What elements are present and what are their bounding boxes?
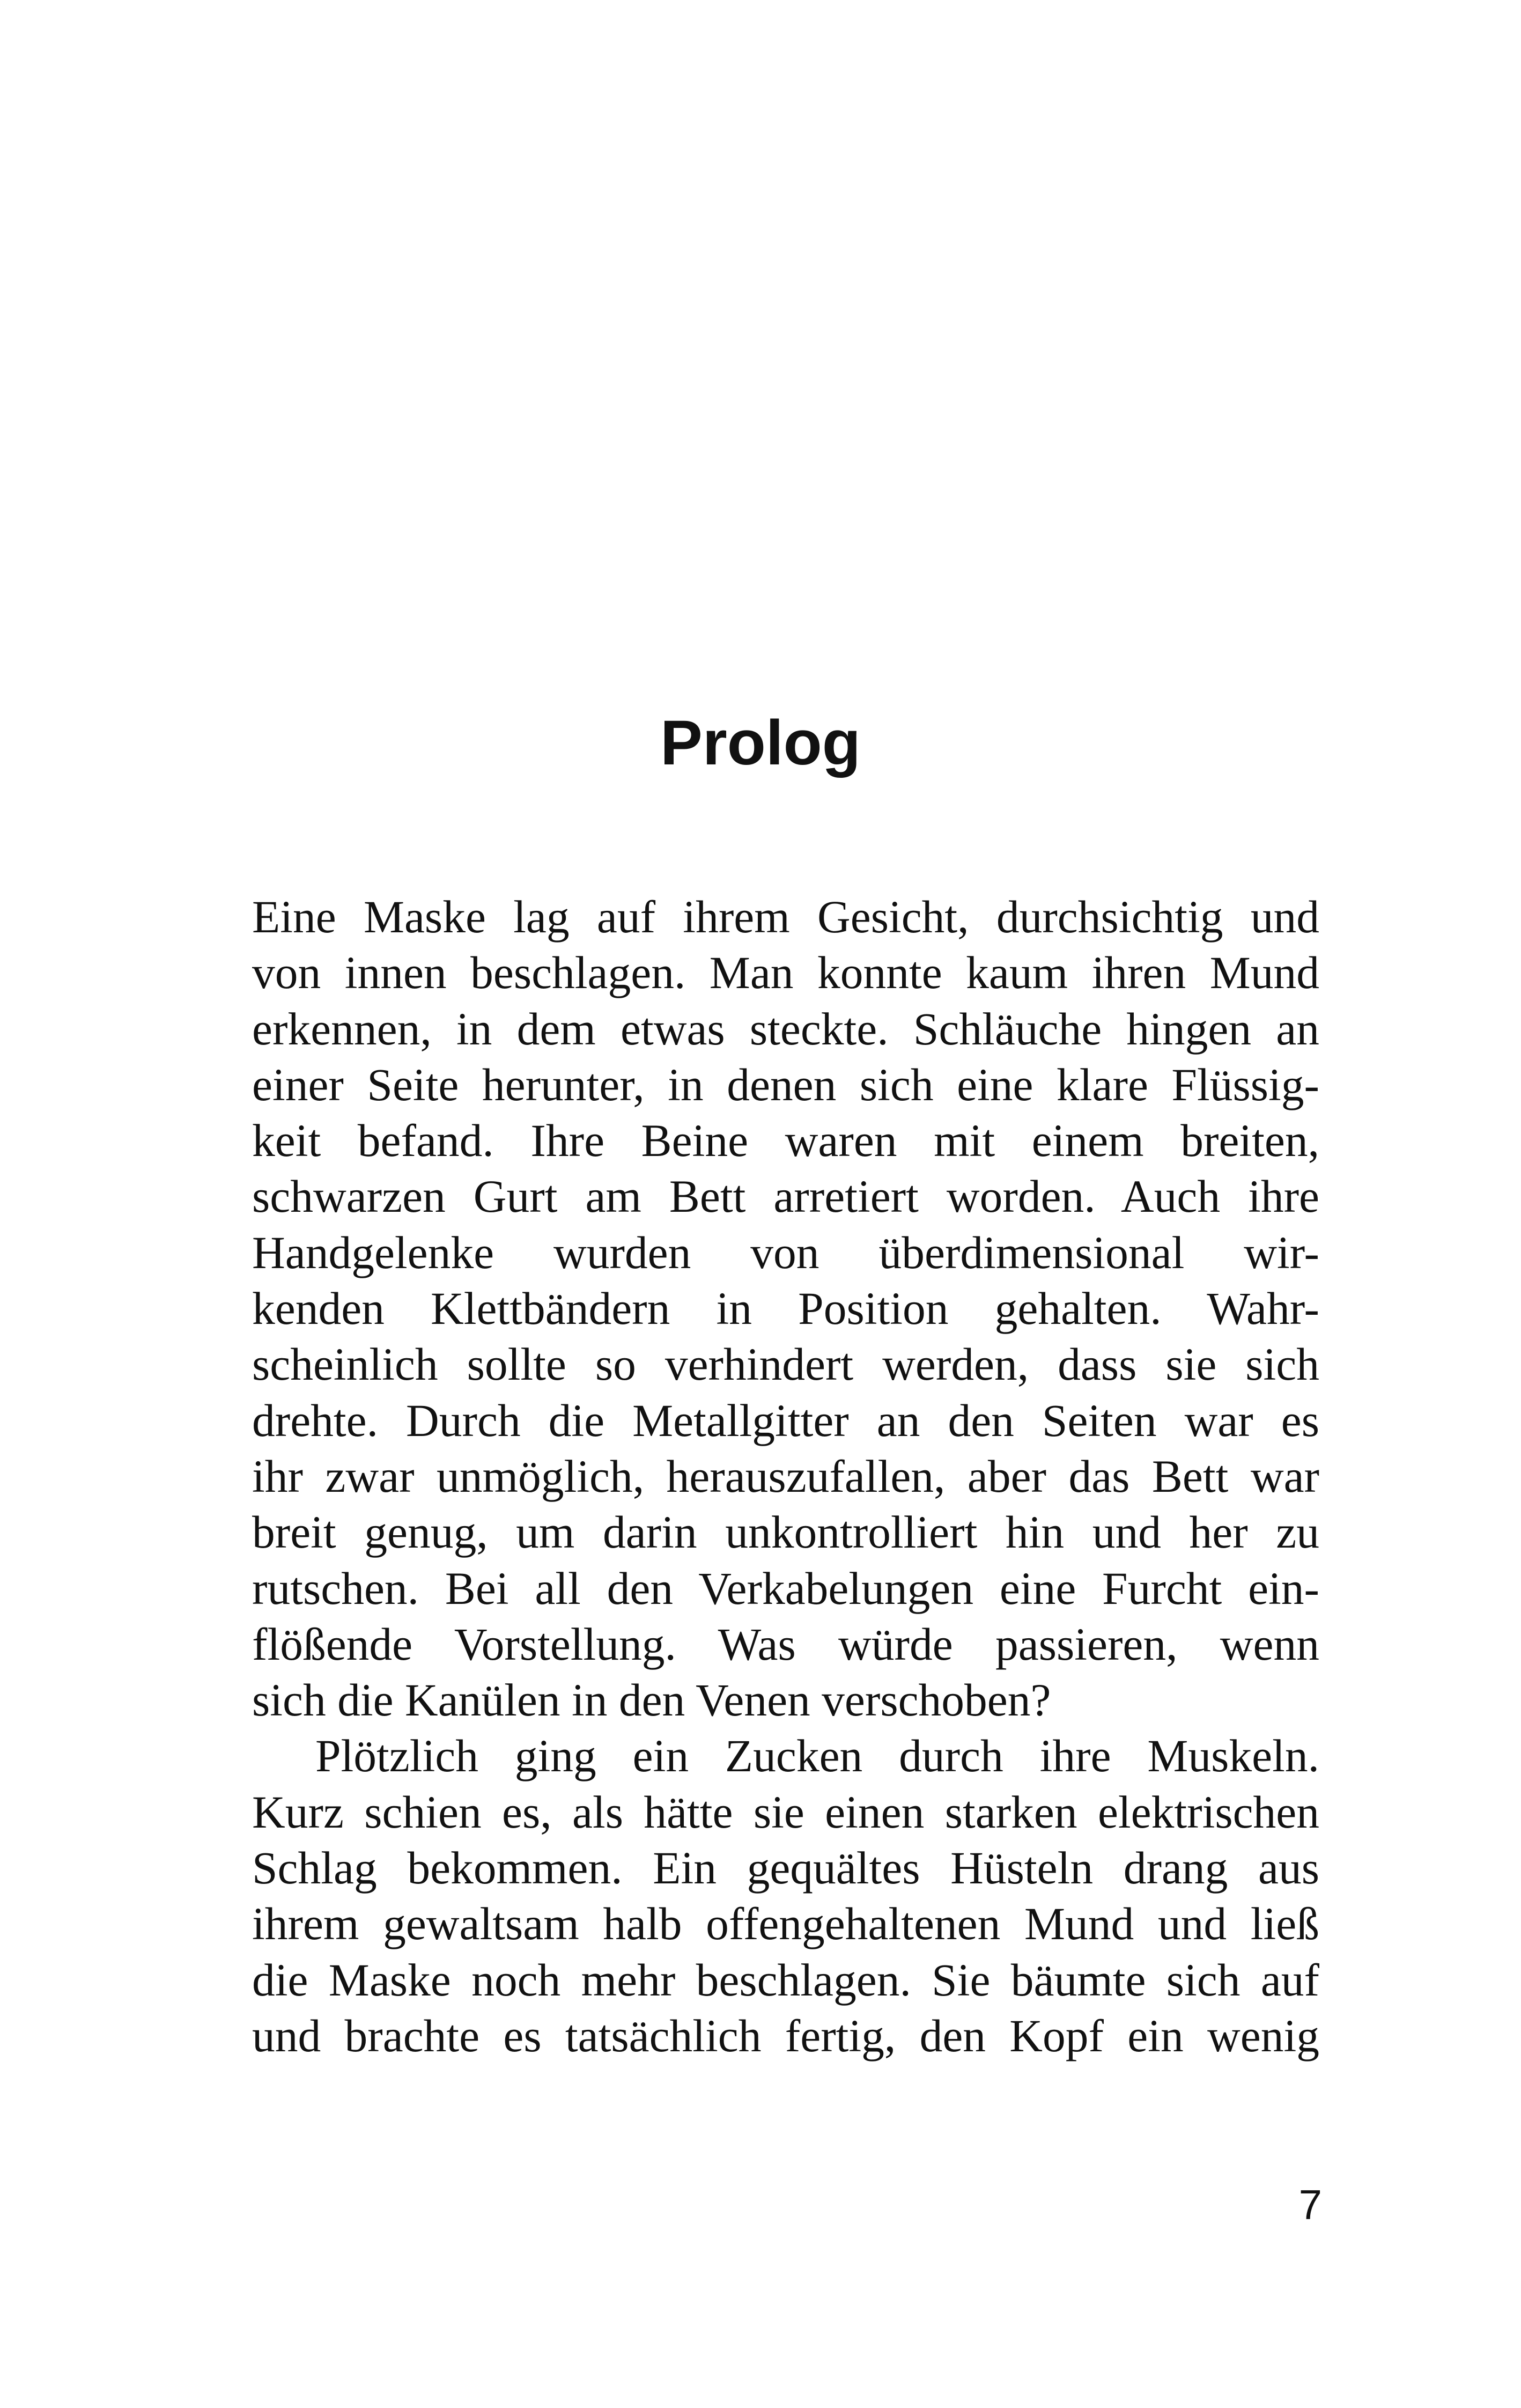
- text-line: breit genug, um darin unkontrolliert hin und her zu: [252, 1507, 1319, 1558]
- chapter-title: Prolog: [660, 708, 861, 778]
- text-line: erkennen, in dem etwas steckte. Schläuche hingen an: [252, 1004, 1319, 1055]
- text-line: schwarzen Gurt am Bett arretiert worden. Auch ihre: [252, 1172, 1319, 1223]
- text-line: Eine Maske lag auf ihrem Gesicht, durchsichtig und: [252, 892, 1319, 942]
- text-line: kenden Klettbändern in Position gehalten. Wahr-: [252, 1284, 1319, 1335]
- text-line: keit befand. Ihre Beine waren mit einem breiten,: [252, 1116, 1319, 1167]
- text-line: die Maske noch mehr beschlagen. Sie bäumte sich auf: [252, 1955, 1319, 2006]
- body-text: [252, 889, 1319, 2064]
- text-line: scheinlich sollte so verhindert werden, dass sie sich: [252, 1339, 1319, 1390]
- text-line: Schlag bekommen. Ein gequältes Hüsteln drang aus: [252, 1843, 1319, 1894]
- text-line: drehte. Durch die Metallgitter an den Seiten war es: [252, 1395, 1319, 1446]
- text-line: ihrem gewaltsam halb offengehaltenen Mund und ließ: [252, 1899, 1319, 1950]
- page-number: 7: [1298, 2181, 1322, 2228]
- text-line: Plötzlich ging ein Zucken durch ihre Muskeln.: [315, 1731, 1319, 1782]
- text-line: von innen beschlagen. Man konnte kaum ihren Mund: [252, 948, 1319, 999]
- text-line: sich die Kanülen in den Venen verschoben?: [252, 1675, 1051, 1726]
- text-line: ihr zwar unmöglich, herauszufallen, aber das Bett war: [252, 1451, 1319, 1502]
- text-line: flößende Vorstellung. Was würde passieren, wenn: [252, 1619, 1319, 1670]
- text-line: und brachte es tatsächlich fertig, den Kopf ein wenig: [252, 2011, 1319, 2061]
- text-line: einer Seite herunter, in denen sich eine klare Flüssig-: [252, 1059, 1319, 1110]
- text-line: Handgelenke wurden von überdimensional wir-: [252, 1227, 1319, 1278]
- text-line: rutschen. Bei all den Verkabelungen eine Furcht ein-: [252, 1563, 1319, 1614]
- text-line: Kurz schien es, als hätte sie einen starken elektrischen: [252, 1787, 1319, 1838]
